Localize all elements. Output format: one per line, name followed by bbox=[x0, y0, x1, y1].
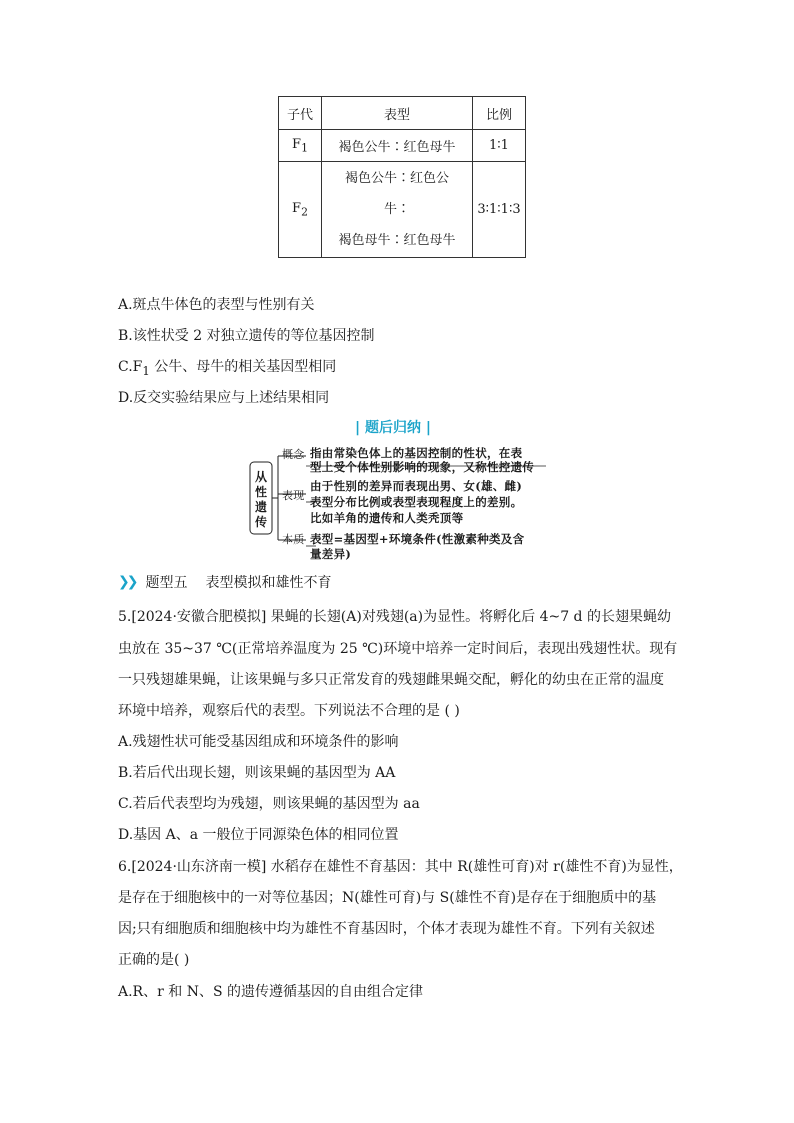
section-header bbox=[118, 572, 331, 592]
q6-line: 6.[2024·山东济南一模] 水稻存在雄性不育基因：其中 R(雄性可育)对 r(雄性不育)为显性， bbox=[118, 859, 683, 875]
q5-line: 5.[2024·安徽合肥模拟] 果蝇的长翅(A)对残翅(a)为显性。将孵化后 4~7 d 的长翅果蝇幼 bbox=[118, 609, 671, 625]
branch-label-concept: 概念 bbox=[282, 448, 305, 461]
q6-option-a: A.R、r 和 N、S 的遗传遵循基因的自由组合定律 bbox=[118, 984, 423, 1000]
q5-option-d: D.基因 A、a 一般位于同源染色体的相同位置 bbox=[118, 827, 399, 843]
summary-left-char: 性 bbox=[255, 485, 268, 499]
q5-option-a: A.残翅性状可能受基因组成和环境条件的影响 bbox=[118, 734, 399, 750]
q5-option-b: B.若后代出现长翅，则该果蝇的基因型为 AA bbox=[118, 765, 396, 781]
summary-left-char: 从 bbox=[255, 470, 268, 484]
q6-line: 正确的是( ) bbox=[118, 952, 190, 968]
option-a: A.斑点牛体色的表型与性别有关 bbox=[118, 297, 315, 313]
phenotype-ratio-table bbox=[278, 96, 526, 258]
table-row bbox=[279, 130, 526, 162]
option-c: $C.F_1$ 公牛、母牛的相关基因型相同 bbox=[118, 359, 337, 378]
q6-line: 是存在于细胞核中的一对等位基因；N(雄性可育)与 S(雄性不育)是存在于细胞质中的基 bbox=[118, 890, 657, 906]
q5-line: 虫放在 35~37 ℃(正常培养温度为 25 ℃)环境中培养一定时间后，表现出残翅性状。现有 bbox=[118, 641, 678, 657]
essence-text-line: 量差异) bbox=[310, 547, 352, 561]
table-header-generation: 子代 bbox=[279, 97, 322, 130]
summary-left-char: 传 bbox=[255, 515, 268, 529]
q5-option-c: C.若后代表型均为残翅，则该果蝇的基因型为 aa bbox=[118, 796, 420, 812]
manifestation-text-line: 表型分布比例或表型表现程度上的差别。 bbox=[310, 495, 523, 509]
ratio-cell: 1∶1 bbox=[473, 130, 526, 162]
summary-left-char: 遗 bbox=[255, 500, 268, 514]
manifestation-text-line: 比如羊角的遗传和人类秃顶等 bbox=[310, 511, 464, 525]
summary-title: | 题后归纳 | bbox=[355, 420, 431, 436]
option-b: B.该性状受 2 对独立遗传的等位基因控制 bbox=[118, 328, 375, 344]
essence-text-line: 表型=基因型+环境条件(性激素种类及含 bbox=[310, 532, 525, 546]
generation-cell: $F_1$ bbox=[279, 130, 322, 162]
q5-line: 一只残翅雄果蝇，让该果蝇与多只正常发育的残翅雌果蝇交配，孵化的幼虫在正常的温度 bbox=[118, 672, 664, 688]
table-row bbox=[279, 162, 526, 258]
concept-text-line: 指由常染色体上的基因控制的性状，在表 bbox=[310, 446, 523, 460]
concept-text-line: 型上受个体性别影响的现象，又称性控遗传 bbox=[310, 460, 535, 474]
phenotype-cell: 褐色公牛∶红色母牛 bbox=[322, 130, 473, 162]
ratio-cell: 3∶1∶1∶3 bbox=[473, 162, 526, 258]
section-title: 表型模拟和雄性不育 bbox=[205, 575, 332, 591]
generation-cell: $F_2$ bbox=[279, 162, 322, 258]
double-chevron-icon: ❯❯ bbox=[118, 574, 136, 590]
manifestation-text-line: 由于性别的差异而表现出男、女(雄、雌) bbox=[310, 479, 523, 493]
branch-label-manifestation: 表现 bbox=[282, 489, 305, 502]
table-header-ratio: 比例 bbox=[473, 97, 526, 130]
branch-label-essence: 本质 bbox=[282, 533, 305, 546]
table-header-phenotype: 表型 bbox=[322, 97, 473, 130]
option-d: D.反交实验结果应与上述结果相同 bbox=[118, 390, 330, 406]
q5-line: 环境中培养，观察后代的表型。下列说法不合理的是 ( ) bbox=[118, 703, 460, 719]
section-label: 题型五 bbox=[145, 575, 188, 591]
q6-line: 因;只有细胞质和细胞核中均为雄性不育基因时，个体才表现为雄性不育。下列有关叙述 bbox=[118, 921, 655, 937]
phenotype-cell: 褐色公牛∶红色公 牛∶ 褐色母牛∶红色母牛 bbox=[322, 162, 473, 258]
